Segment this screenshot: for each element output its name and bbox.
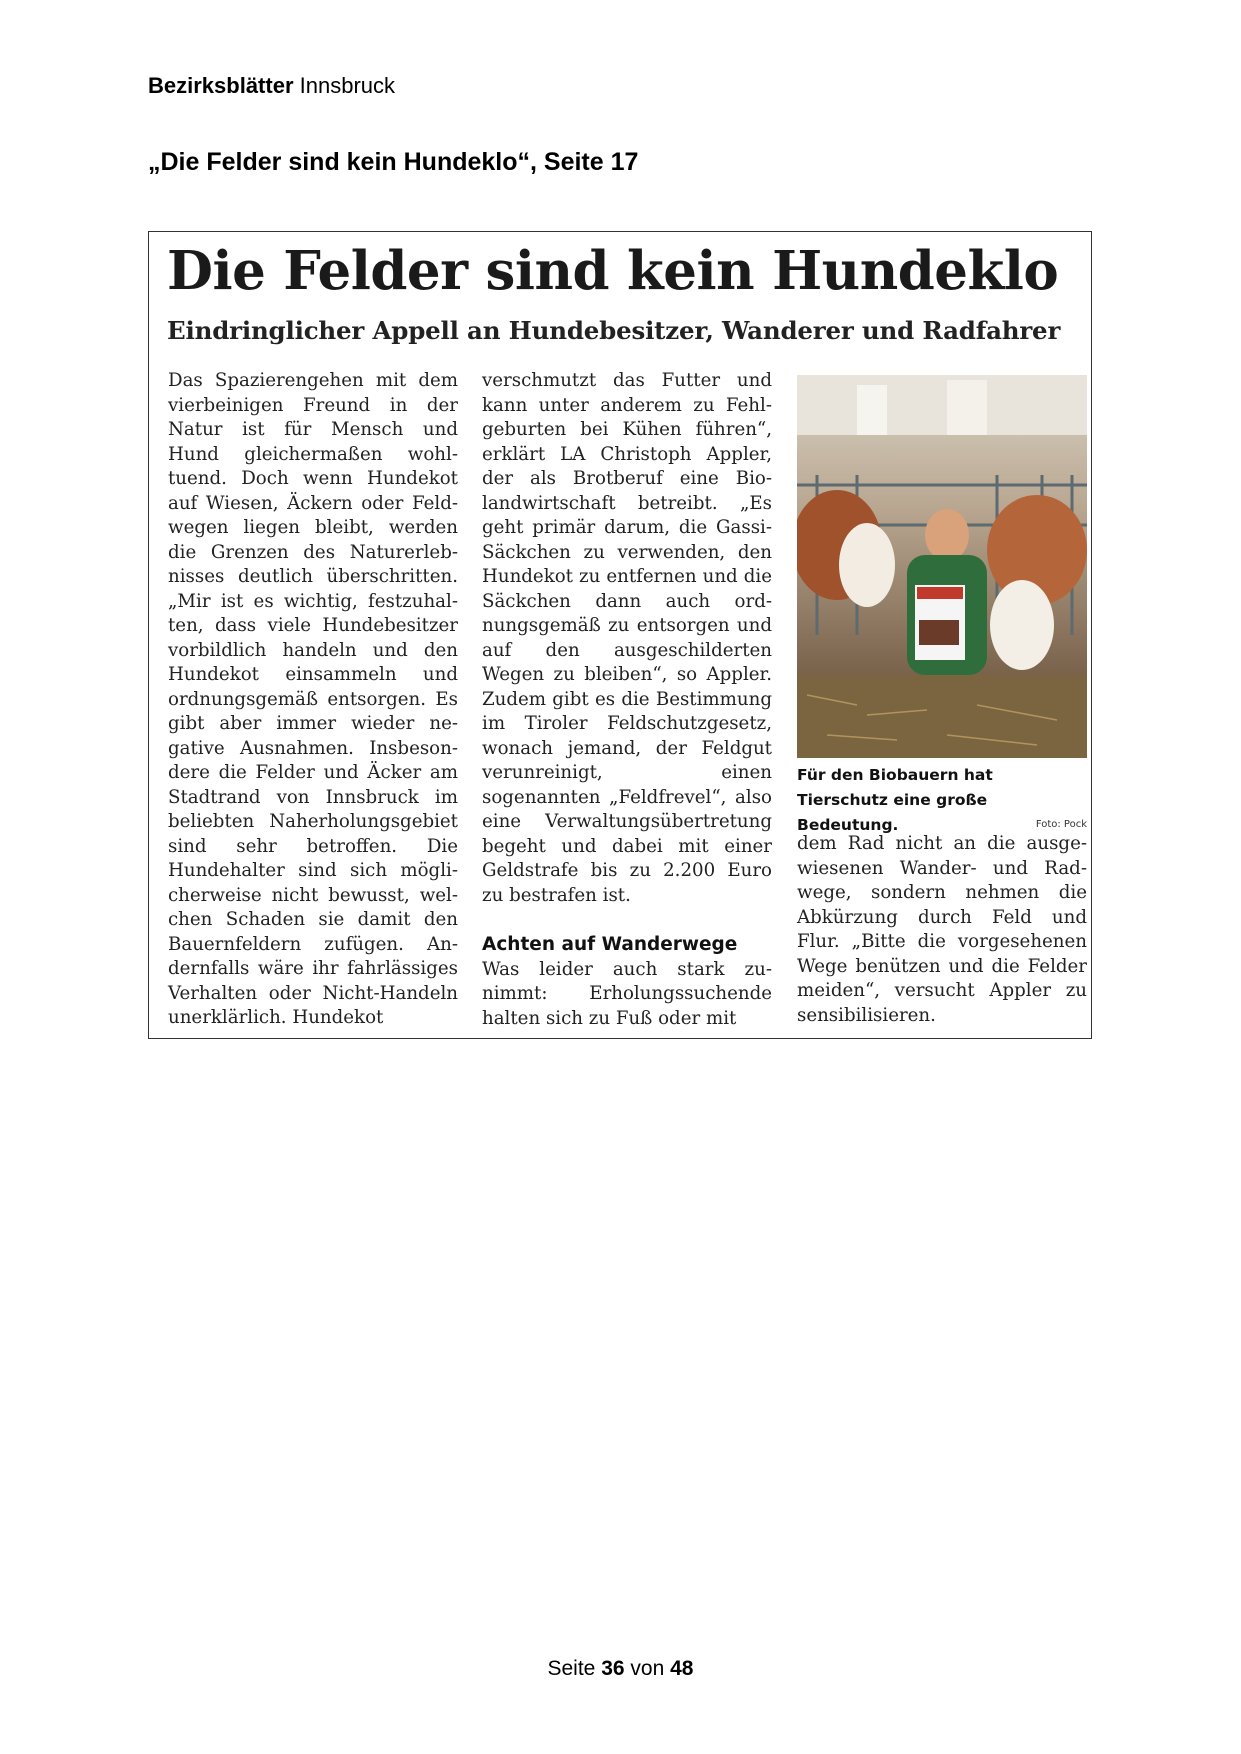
page-prefix: Seite — [547, 1657, 596, 1680]
column-2-text: verschmutzt das Futter und kann unter anderem zu Fehlgeburten bei Kühen führen“, erklärt LA Christoph Appler, der als Brotberuf eine Biolandwirtschaft betreibt. „Es geht primär darum, die Gassi-Säckchen zu verwenden, den Hundekot zu entfernen und die Säckchen dann auch ordnungsgemäß zu entsorgen und auf den ausgeschilderten Wegen zu bleiben“, so Appler. Zudem gibt es die Bestimmung im Tiroler Feldschutzgesetz, wonach jemand, der Feldgut verunreinigt, einen sogenannten „Feldfrevel“, also eine Verwaltungsübertretung begeht und dabei mit einer Geldstrafe bis zu 2.200 Euro zu bestrafen ist. — [482, 370, 772, 906]
photo-caption-text: Für den Biobauern hat Tierschutz eine große Bedeutung. — [797, 766, 993, 834]
page-separator: von — [630, 1657, 665, 1680]
article-photo — [797, 375, 1087, 758]
article-column-1 — [168, 369, 458, 1031]
publication-brand: Bezirksblätter — [148, 73, 294, 98]
column-3-text: dem Rad nicht an die ausgewiesenen Wander- und Radwege, sondern nehmen die Abkürzung durch Feld und Flur. „Bitte die vorgesehenen Wege benützen und die Felder meiden“, versucht Appler zu sensibilisieren. — [797, 833, 1087, 1026]
publication-name — [148, 73, 395, 99]
photo-caption — [797, 763, 1087, 838]
article-subheadline: Eindringlicher Appell an Hundebesitzer, Wanderer und Radfahrer — [167, 316, 1061, 345]
article-reference: „Die Felder sind kein Hundeklo“, Seite 17 — [148, 148, 639, 176]
article-headline: Die Felder sind kein Hundeklo — [167, 240, 1059, 302]
column-2-continued-text: Was leider auch stark zunimmt: Erholungssuchende halten sich zu Fuß oder mit — [482, 958, 772, 1029]
publication-region: Innsbruck — [299, 73, 396, 98]
page-total: 48 — [670, 1657, 694, 1680]
page-number — [0, 1657, 1241, 1681]
page-current: 36 — [601, 1657, 625, 1680]
newspaper-clipping — [148, 231, 1092, 1039]
photo-credit: Foto: Pock — [1035, 819, 1087, 830]
barn-photo-illustration — [797, 375, 1087, 758]
article-column-2 — [482, 369, 772, 1031]
article-intertitle: Achten auf Wanderwege — [482, 934, 738, 955]
article-column-3 — [797, 832, 1087, 1028]
column-1-text: Das Spazierengehen mit dem vierbeinigen Freund in der Natur ist für Mensch und Hund gleichermaßen wohltuend. Doch wenn Hundekot auf Wiesen, Äckern oder Feldwegen liegen bleibt, werden die Grenzen des Naturerlebnisses deutlich überschritten. „Mir ist es wichtig, festzuhalten, dass viele Hundebesitzer vorbildlich handeln und den Hundekot einsammeln und ordnungsgemäß entsorgen. Es gibt aber immer wieder negative Ausnahmen. Insbesondere die Felder und Äcker am Stadtrand von Innsbruck im beliebten Naherholungsgebiet sind sehr betroffen. Die Hundehalter sind sich möglicherweise nicht bewusst, welchen Schaden sie damit den Bauernfeldern zufügen. Andernfalls wäre ihr fahrlässiges Verhalten oder Nicht-Handeln unerklärlich. Hundekot — [168, 370, 458, 1028]
